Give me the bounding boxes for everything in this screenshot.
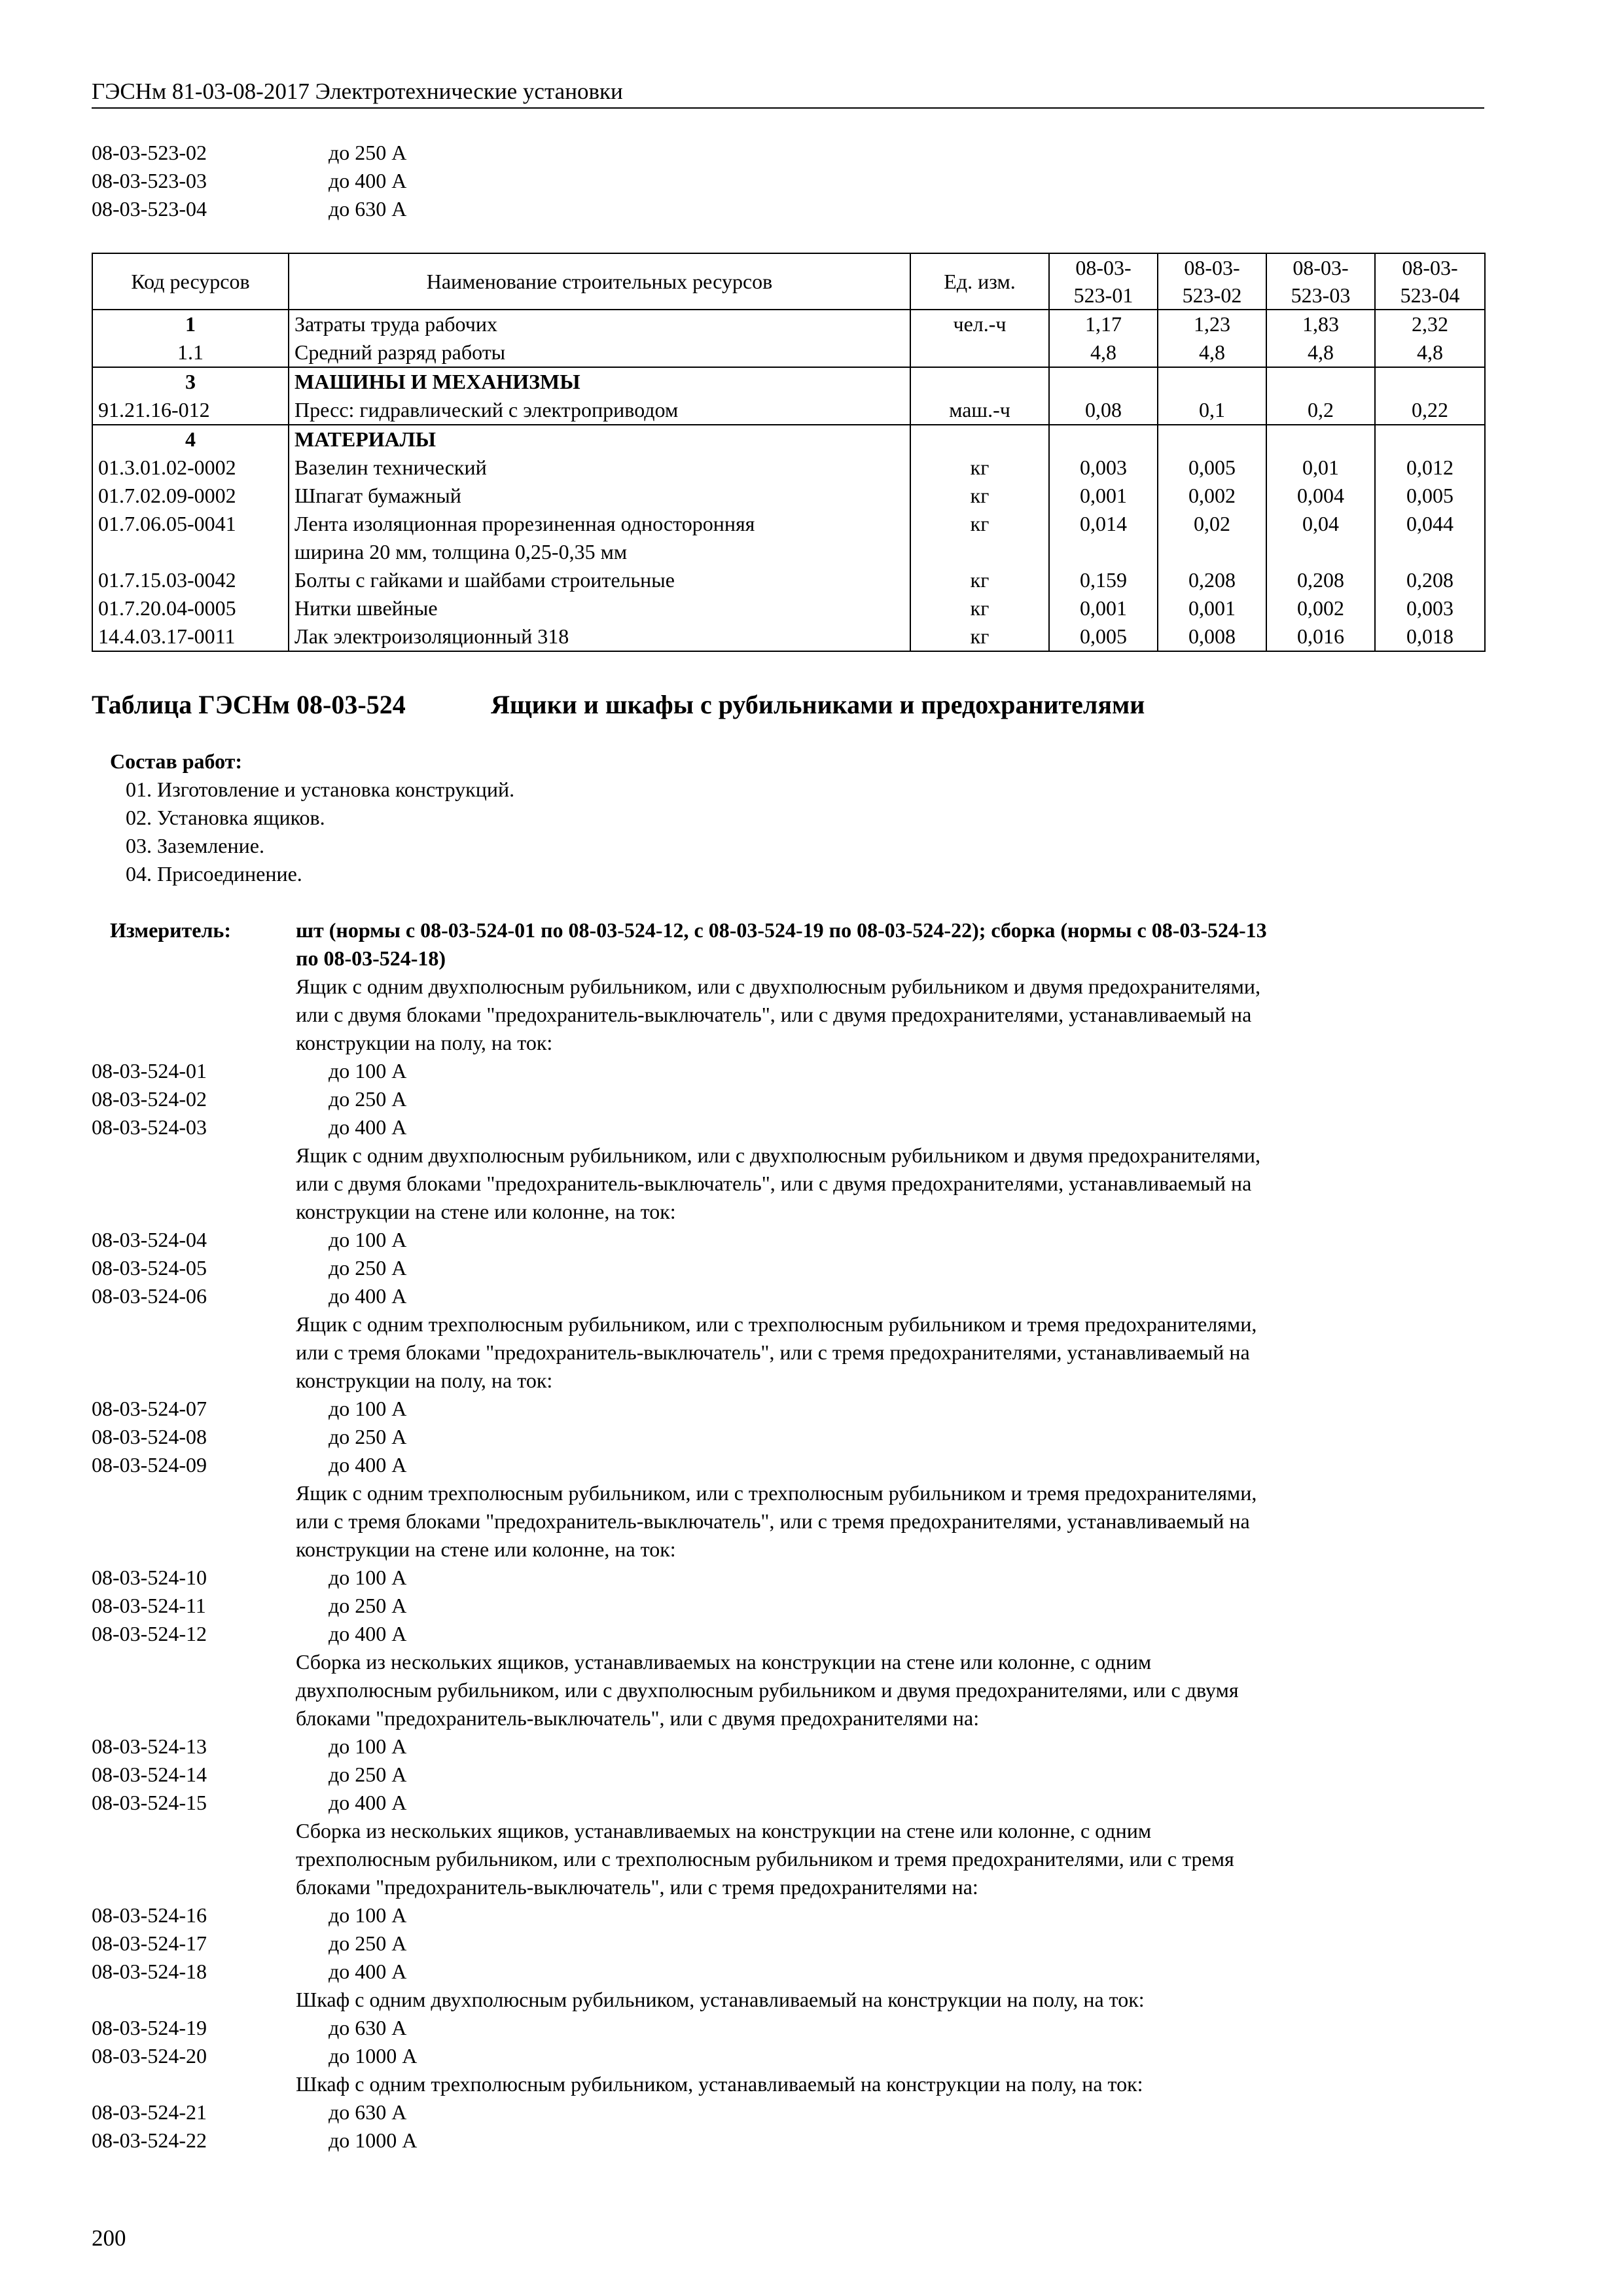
group-description-line: Ящик с одним двухполюсным рубильником, или с двухполюсным рубильником и двумя предохранителями, [296,975,1260,998]
norm-code: 08-03-524-17 [92,1931,207,1955]
list-item [92,1789,1484,1817]
table-name: Ящики и шкафы с рубильниками и предохранителями [491,690,1145,719]
table-cell: 0,005 [1158,454,1266,482]
page-number: 200 [92,2225,126,2251]
header-norm-4: 08-03- 523-04 [1375,253,1485,310]
norm-code: 08-03-524-04 [92,1228,207,1251]
norm-value: до 400 А [329,1960,407,1983]
group-description-line: блоками "предохранитель-выключатель", или с двумя предохранителями на: [296,1706,980,1730]
table-cell: кг [910,622,1049,651]
norm-code: 08-03-524-02 [92,1087,207,1111]
norm-value: до 250 А [329,141,407,164]
group-description-line: или с двумя блоками "предохранитель-выключатель", или с двумя предохранителями, устанавливаемый на [296,1003,1252,1026]
group-description-line: Ящик с одним трехполюсным рубильником, или с трехполюсным рубильником и тремя предохранителями, [296,1481,1257,1505]
norm-value: до 630 А [329,2100,407,2124]
list-item: 04. Присоединение. [126,862,302,886]
table-title [92,689,1145,721]
norm-value: до 250 А [329,1087,407,1111]
norm-code: 08-03-524-13 [92,1734,207,1758]
group-description-line: или с двумя блоками "предохранитель-выключатель", или с двумя предохранителями, устанавливаемый на [296,1172,1252,1195]
list-item [92,1901,1484,1929]
table-cell: 0,208 [1158,566,1266,594]
table-cell: МАШИНЫ И МЕХАНИЗМЫ [289,367,910,396]
table-cell: 0,001 [1049,594,1158,622]
table-cell: Болты с гайками и шайбами строительные [289,566,910,594]
table-cell: 1,17 [1049,310,1158,338]
header-norm-1: 08-03- 523-01 [1049,253,1158,310]
table-cell [1375,425,1485,454]
group-description-line: конструкции на полу, на ток: [296,1369,553,1392]
table-cell: Средний разряд работы [289,338,910,367]
list-item [92,2042,1484,2070]
group-description-line: трехполюсным рубильником, или с трехполюсным рубильником и тремя предохранителями, или с тремя [296,1847,1234,1871]
table-cell: 2,32 [1375,310,1485,338]
norm-code: 08-03-524-19 [92,2016,207,2039]
group-description-line: конструкции на стене или колонне, на ток: [296,1200,676,1223]
list-item [92,1592,1484,1620]
list-item [92,1254,1484,1282]
list-item [92,1395,1484,1423]
table-row [92,622,1485,651]
table-cell: кг [910,594,1049,622]
norm-value: до 250 А [329,1763,407,1786]
table-row [92,594,1485,622]
list-item [92,1451,1484,1479]
table-cell [1049,367,1158,396]
norm-code: 08-03-524-22 [92,2128,207,2152]
works-heading: Состав работ: [110,749,243,773]
continued-codes-list [92,139,406,223]
table-cell: 3 [92,367,289,396]
table-cell: 0,04 [1266,510,1375,566]
group-description-line: Шкаф с одним двухполюсным рубильником, устанавливаемый на конструкции на полу, на ток: [296,1988,1145,2011]
list-item [92,2098,1484,2126]
norm-value: до 250 А [329,1256,407,1280]
norm-value: до 100 А [329,1566,407,1589]
table-cell: кг [910,454,1049,482]
norm-code: 08-03-524-20 [92,2044,207,2068]
table-cell [1375,367,1485,396]
list-item [92,1057,1484,1085]
norm-code: 08-03-523-03 [92,169,207,192]
table-cell: 0,004 [1266,482,1375,510]
meter-block [92,916,1484,973]
table-cell: 01.3.01.02-0002 [92,454,289,482]
norm-code: 08-03-524-18 [92,1960,207,1983]
running-header: ГЭСНм 81-03-08-2017 Электротехнические установки [92,77,1484,109]
table-cell: Пресс: гидравлический с электроприводом [289,396,910,425]
list-item [92,1732,1484,1761]
table-cell: 4,8 [1049,338,1158,367]
table-cell: 0,012 [1375,454,1485,482]
group-description-line: двухполюсным рубильником, или с двухполюсным рубильником и двумя предохранителями, или с двумя [296,1678,1239,1702]
norm-value: до 250 А [329,1931,407,1955]
list-item [92,1282,1484,1310]
table-row [92,310,1485,338]
table-cell: 0,008 [1158,622,1266,651]
table-row [92,482,1485,510]
norms-list [92,973,1484,2155]
list-item [92,139,406,167]
table-cell: 0,22 [1375,396,1485,425]
table-cell: 1,23 [1158,310,1266,338]
table-cell: 1 [92,310,289,338]
norm-value: до 400 А [329,1115,407,1139]
table-cell: 0,01 [1266,454,1375,482]
header-unit: Ед. изм. [910,253,1049,310]
norm-value: до 1000 А [329,2128,418,2152]
table-cell [1158,367,1266,396]
table-cell: 0,002 [1266,594,1375,622]
table-cell: МАТЕРИАЛЫ [289,425,910,454]
table-cell: 4,8 [1375,338,1485,367]
norm-value: до 630 А [329,197,407,221]
norm-value: до 400 А [329,169,407,192]
norm-code: 08-03-524-15 [92,1791,207,1814]
table-cell: 0,005 [1375,482,1485,510]
table-cell: Нитки швейные [289,594,910,622]
header-name: Наименование строительных ресурсов [289,253,910,310]
norm-value: до 100 А [329,1903,407,1927]
norm-value: до 100 А [329,1228,407,1251]
table-cell: 0,005 [1049,622,1158,651]
group-description-line: конструкции на полу, на ток: [296,1031,553,1054]
list-item: 02. Установка ящиков. [126,806,325,829]
table-cell [910,425,1049,454]
table-cell: Лента изоляционная прорезиненная односторонняя ширина 20 мм, толщина 0,25-0,35 мм [289,510,910,566]
table-row [92,510,1485,566]
group-description-line: Сборка из нескольких ящиков, устанавливаемых на конструкции на стене или колонне, с одним [296,1650,1152,1674]
norm-code: 08-03-524-03 [92,1115,207,1139]
list-item [92,195,406,223]
norm-code: 08-03-523-02 [92,141,207,164]
table-row [92,367,1485,396]
norm-value: до 250 А [329,1594,407,1617]
header-code: Код ресурсов [92,253,289,310]
table-number: Таблица ГЭСНм 08-03-524 [92,690,406,719]
list-item: 01. Изготовление и установка конструкций. [126,778,515,801]
list-item: 03. Заземление. [126,834,264,857]
list-item [92,1564,1484,1592]
table-cell [1266,425,1375,454]
table-cell: 01.7.20.04-0005 [92,594,289,622]
table-cell: маш.-ч [910,396,1049,425]
norm-code: 08-03-524-05 [92,1256,207,1280]
table-cell: 1.1 [92,338,289,367]
table-cell: 01.7.06.05-0041 [92,510,289,566]
table-cell: 01.7.02.09-0002 [92,482,289,510]
table-cell: Лак электроизоляционный 318 [289,622,910,651]
table-cell: 0,159 [1049,566,1158,594]
table-cell: 4,8 [1266,338,1375,367]
table-cell: 14.4.03.17-0011 [92,622,289,651]
table-cell [1049,425,1158,454]
table-cell: 0,003 [1375,594,1485,622]
table-cell [910,367,1049,396]
table-cell: 0,003 [1049,454,1158,482]
list-item [92,1929,1484,1958]
norm-code: 08-03-524-16 [92,1903,207,1927]
table-cell: 0,016 [1266,622,1375,651]
norm-code: 08-03-523-04 [92,197,207,221]
works-list [126,776,514,888]
group-description-line: Ящик с одним трехполюсным рубильником, или с трехполюсным рубильником и тремя предохранителями, [296,1312,1257,1336]
group-description-line: или с тремя блоками "предохранитель-выключатель", или с тремя предохранителями, устанавливаемый на [296,1509,1250,1533]
norm-value: до 250 А [329,1425,407,1448]
table-cell: чел.-ч [910,310,1049,338]
norm-value: до 400 А [329,1284,407,1308]
list-item [92,1958,1484,1986]
group-description-line: конструкции на стене или колонне, на ток: [296,1537,676,1561]
list-item [92,1085,1484,1113]
table-cell: 0,208 [1375,566,1485,594]
table-cell [1266,367,1375,396]
norm-code: 08-03-524-08 [92,1425,207,1448]
table-cell: 01.7.15.03-0042 [92,566,289,594]
norm-code: 08-03-524-09 [92,1453,207,1477]
group-description-line: блоками "предохранитель-выключатель", или с тремя предохранителями на: [296,1875,978,1899]
table-cell: 0,1 [1158,396,1266,425]
meter-label: Измеритель: [110,918,231,942]
table-cell: 0,044 [1375,510,1485,566]
table-row [92,425,1485,454]
norm-code: 08-03-524-06 [92,1284,207,1308]
table-cell: 0,02 [1158,510,1266,566]
norm-value: до 100 А [329,1397,407,1420]
norm-value: до 630 А [329,2016,407,2039]
list-item [92,1761,1484,1789]
table-cell: 4 [92,425,289,454]
norm-value: до 100 А [329,1059,407,1083]
table-row [92,396,1485,425]
norm-code: 08-03-524-10 [92,1566,207,1589]
table-row [92,454,1485,482]
norm-value: до 400 А [329,1453,407,1477]
table-header-row [92,253,1485,310]
group-description-line: или с тремя блоками "предохранитель-выключатель", или с тремя предохранителями, устанавливаемый на [296,1340,1250,1364]
table-cell: Шпагат бумажный [289,482,910,510]
norm-code: 08-03-524-21 [92,2100,207,2124]
table-cell: 0,002 [1158,482,1266,510]
table-cell: Затраты труда рабочих [289,310,910,338]
group-description-line: Шкаф с одним трехполюсным рубильником, устанавливаемый на конструкции на полу, на ток: [296,2072,1143,2096]
norm-value: до 400 А [329,1622,407,1645]
header-norm-2: 08-03- 523-02 [1158,253,1266,310]
norm-code: 08-03-524-12 [92,1622,207,1645]
table-cell: 0,018 [1375,622,1485,651]
list-item [92,1113,1484,1141]
table-cell: 4,8 [1158,338,1266,367]
table-cell: кг [910,482,1049,510]
table-cell: 0,2 [1266,396,1375,425]
norm-code: 08-03-524-11 [92,1594,206,1617]
list-item [92,1226,1484,1254]
table-cell: 0,001 [1158,594,1266,622]
table-cell [910,338,1049,367]
meter-text: шт (нормы с 08-03-524-01 по 08-03-524-12, с 08-03-524-19 по 08-03-524-22); сборка (нормы с 08-03-524-13 по 08-03-524-18) [296,918,1267,970]
list-item [92,1423,1484,1451]
table-cell: кг [910,566,1049,594]
table-row [92,566,1485,594]
resource-table [92,253,1486,652]
norm-value: до 100 А [329,1734,407,1758]
group-description-line: Ящик с одним двухполюсным рубильником, или с двухполюсным рубильником и двумя предохранителями, [296,1143,1260,1167]
table-cell: Вазелин технический [289,454,910,482]
table-cell: 0,208 [1266,566,1375,594]
table-cell: 0,08 [1049,396,1158,425]
table-cell: 0,001 [1049,482,1158,510]
list-item [92,1620,1484,1648]
table-cell: кг [910,510,1049,566]
table-cell: 0,014 [1049,510,1158,566]
list-item [92,167,406,195]
norm-value: до 1000 А [329,2044,418,2068]
list-item [92,2126,1484,2155]
norm-code: 08-03-524-14 [92,1763,207,1786]
table-cell [1158,425,1266,454]
group-description-line: Сборка из нескольких ящиков, устанавливаемых на конструкции на стене или колонне, с одним [296,1819,1152,1842]
norm-code: 08-03-524-01 [92,1059,207,1083]
norm-value: до 400 А [329,1791,407,1814]
header-norm-3: 08-03- 523-03 [1266,253,1375,310]
list-item [92,2014,1484,2042]
table-row [92,338,1485,367]
table-cell: 1,83 [1266,310,1375,338]
table-cell: 91.21.16-012 [92,396,289,425]
norm-code: 08-03-524-07 [92,1397,207,1420]
